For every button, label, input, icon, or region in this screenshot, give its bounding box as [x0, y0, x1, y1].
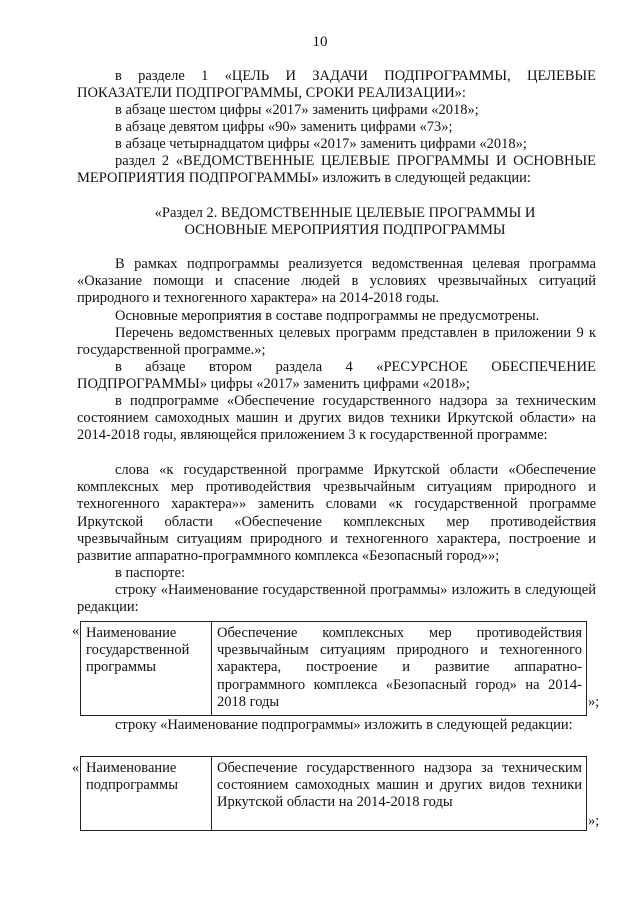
- paragraph-words-replace: слова «к государственной программе Иркутской области «Обеспечение комплексных мер противодействия чрезвычайным ситуациям природного и техногенного характера»» заменить словами «к государственной программе Иркутской области «Обеспечение комплексных мер противодействия чрезвычайным ситуациям природного и техногенного характера, построение и развитие аппаратно-программного комплекса «Безопасный город»»;: [77, 462, 596, 565]
- table-row: [81, 622, 587, 716]
- paragraph-subprogram: в подпрограмме «Обеспечение государственного надзора за техническим состоянием самоходных машин и других видов техники Иркутской области» на 2014-2018 годы, являющейся приложением 3 к государственной программе:: [77, 393, 596, 444]
- table2-open-quote: «: [72, 760, 80, 776]
- paragraph-program-scope: В рамках подпрограммы реализуется ведомственная целевая программа «Оказание помощи и спасение людей в условиях чрезвычайных ситуаций природного и техногенного характера» на 2014-2018 годы.: [77, 256, 596, 307]
- table1-open-quote: «: [72, 623, 80, 639]
- page-number: 10: [312, 34, 328, 50]
- table1-value: Обеспечение комплексных мер противодействия чрезвычайным ситуациям природного и техногенного характера, построение и развитие аппаратно-программного комплекса «Безопасный город» на 2014-2018 годы: [212, 622, 587, 716]
- paragraph-passport: в паспорте:: [115, 565, 185, 581]
- paragraph-section-2: раздел 2 «ВЕДОМСТВЕННЫЕ ЦЕЛЕВЫЕ ПРОГРАММЫ И ОСНОВНЫЕ МЕРОПРИЯТИЯ ПОДПРОГРАММЫ» изложить в следующей редакции:: [77, 153, 596, 187]
- paragraph-section-1: в разделе 1 «ЦЕЛЬ И ЗАДАЧИ ПОДПРОГРАММЫ, ЦЕЛЕВЫЕ ПОКАЗАТЕЛИ ПОДПРОГРАММЫ, СРОКИ РЕАЛИЗАЦИИ»:: [77, 68, 596, 102]
- table1-label: Наименование государственной программы: [81, 622, 212, 716]
- paragraph-amend-14: в абзаце четырнадцатом цифры «2017» заменить цифрами «2018»;: [115, 136, 527, 152]
- paragraph-section-4: в абзаце втором раздела 4 «РЕСУРСНОЕ ОБЕСПЕЧЕНИЕ ПОДПРОГРАММЫ» цифры «2017» заменить цифрами «2018»;: [77, 359, 596, 393]
- paragraph-no-measures: Основные мероприятия в составе подпрограммы не предусмотрены.: [115, 308, 540, 324]
- paragraph-line-state-program: строку «Наименование государственной программы» изложить в следующей редакции:: [77, 582, 596, 616]
- paragraph-program-list: Перечень ведомственных целевых программ представлен в приложении 9 к государственной программе.»;: [77, 325, 596, 359]
- paragraph-line-subprogram: строку «Наименование подпрограммы» изложить в следующей редакции:: [115, 717, 573, 733]
- table2-value: Обеспечение государственного надзора за техническим состоянием самоходных машин и других видов техники Иркутской области на 2014-2018 годы: [212, 757, 587, 831]
- table1-close-quote: »;: [588, 694, 600, 710]
- table-row: [81, 757, 587, 831]
- passport-table-subprogram: [80, 756, 587, 831]
- table2-label: Наименование подпрограммы: [81, 757, 212, 831]
- passport-table-state-program: [80, 621, 587, 716]
- section-2-heading: «Раздел 2. ВЕДОМСТВЕННЫЕ ЦЕЛЕВЫЕ ПРОГРАММЫ И ОСНОВНЫЕ МЕРОПРИЯТИЯ ПОДПРОГРАММЫ: [154, 205, 536, 239]
- table2-close-quote: »;: [588, 813, 600, 829]
- paragraph-amend-6: в абзаце шестом цифры «2017» заменить цифрами «2018»;: [115, 102, 479, 118]
- paragraph-amend-9: в абзаце девятом цифры «90» заменить цифрами «73»;: [115, 119, 453, 135]
